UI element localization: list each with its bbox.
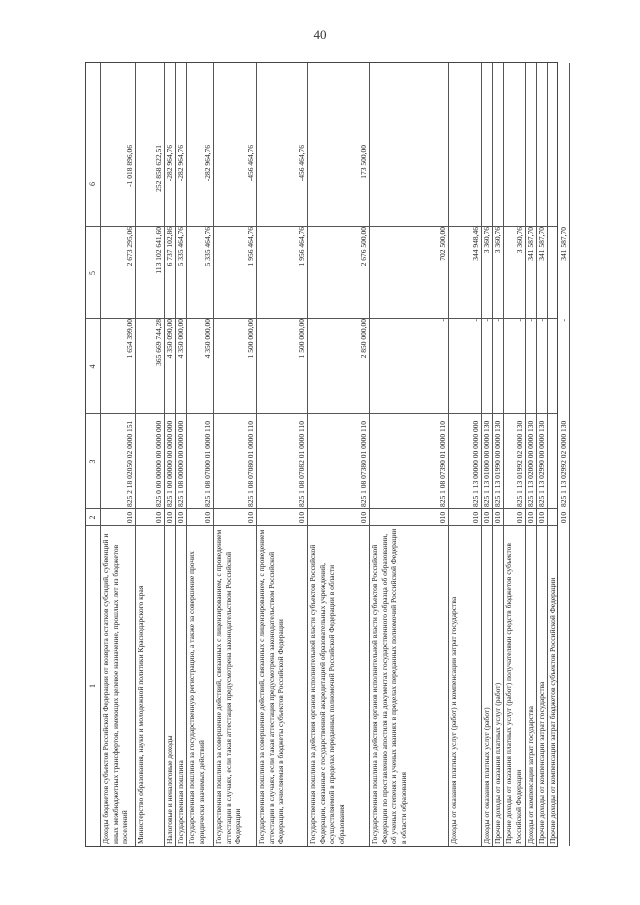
row-budget-code: 825 2 18 02050 02 0000 151 [125,420,134,507]
row-value-col5: 341 587,70 [537,227,546,261]
row-value-col6: -282 964,76 [176,145,185,182]
row-budget-code: 825 1 13 01990 00 0000 130 [493,420,502,507]
row-code: 010 [176,511,185,524]
row-code: 010 [154,511,163,524]
row-name: Прочие доходы от компенсации затрат государства [537,681,546,844]
row-value-col6: -282 964,76 [203,145,212,182]
row-value-col5: 3 360,76 [515,227,524,254]
row-value-col5: 113 102 641,60 [154,227,163,274]
row-budget-code: 825 1 13 01000 00 0000 130 [482,420,491,507]
row-value-col5: 5 335 464,76 [203,227,212,267]
row-budget-code: 825 1 13 02992 02 0000 130 [559,420,568,507]
row-value-col6 [471,145,481,225]
column-header: 4 [88,364,97,369]
row-code: 010 [297,511,306,524]
row-budget-code: 825 1 08 07082 01 0000 110 [297,421,306,507]
row-value-col5: 341 587,70 [559,227,568,261]
revenue-table [85,62,568,847]
row-value-col5: 3 360,76 [482,227,491,254]
row-value-col5: 5 335 464,76 [176,227,185,267]
row-budget-code: 825 1 08 07390 01 0000 110 [438,421,447,507]
row-budget-code: 825 1 13 00000 00 0000 000 [471,420,480,507]
row-value-col4: 1 500 000,00 [246,319,255,359]
row-name: Доходы от оказания платных услуг (работ) и компенсации затрат государства [449,596,458,844]
column-header: 6 [88,182,97,186]
row-value-col4: 365 669 744,28 [154,319,163,366]
row-name: Доходы от оказания платных услуг (работ) [482,707,491,844]
row-value-col6 [537,145,547,225]
row-budget-code: 825 0 00 00000 00 0000 000 [154,420,163,507]
row-code: 010 [246,511,255,524]
row-name: Прочие доходы от компенсации затрат бюджетов субъектов Российской Федерации [548,577,557,844]
row-name: Государственная пошлина за государственную регистрацию, а также за совершение прочих юридически значимых действий [187,551,206,844]
row-code: 010 [165,511,174,524]
row-value-col6: -456 464,76 [246,145,255,182]
row-code: 010 [203,511,212,524]
row-name: Доходы от компенсации затрат государства [526,706,535,844]
column-header: 1 [88,684,97,688]
row-code: 010 [559,511,568,524]
row-budget-code: 825 1 08 00000 00 0000 000 [176,420,185,507]
row-name: Доходы бюджетов субъектов Российской Федерации от возврата остатков субсидий, субвенций и иных межбюджетных трансфертов, имеющих целевое назначение, прошлых лет из бюджетов поселений [101,533,130,844]
row-value-col5: 1 956 464,76 [246,227,255,267]
row-name: Прочие доходы от оказания платных услуг (работ) [493,682,502,844]
row-value-col4: - [471,319,480,322]
row-budget-code: 825 1 13 01992 02 0000 130 [515,420,524,507]
row-name: Государственная пошлина за совершение действий, связанных с лицензированием, с проведением аттестации в случаях, если такая аттестация предусмотрена законодательством Российской Федерации [214,529,243,844]
row-budget-code: 825 1 00 00000 00 0000 000 [165,420,174,507]
row-value-col5: 341 587,70 [526,227,535,261]
row-budget-code: 825 1 13 02990 00 0000 130 [537,420,546,507]
row-value-col6: -282 964,76 [165,145,174,182]
row-budget-code: 825 1 13 02000 00 0000 130 [526,420,535,507]
row-code: 010 [359,511,368,524]
row-value-col6 [482,145,492,225]
row-value-col4: 4 350 000,00 [203,319,212,359]
row-name: Налоговые и неналоговые доходы [165,735,174,844]
row-code: 010 [438,511,447,524]
row-value-col6 [493,145,503,225]
row-code: 010 [482,511,491,524]
column-header: 5 [88,271,97,275]
row-value-col5: 1 956 464,76 [297,227,306,267]
row-name: Государственная пошлина за действия органов исполнительной власти субъектов Российской Федерации, связанные с государственной аккредитацией образовательных учреждений, осуществляемой в пределах переданных полномочий Российской Федерации в области образования [308,544,346,844]
row-value-col4: - [515,319,524,322]
row-value-col5: 6 737 102,86 [165,227,174,267]
page-number: 40 [313,27,327,42]
row-budget-code: 825 1 08 07000 01 0000 110 [203,421,212,507]
row-value-col6: 252 858 622,51 [154,145,163,192]
row-value-col5: 344 948,46 [471,227,480,261]
row-value-col4: - [493,319,502,322]
row-code: 010 [537,511,546,524]
column-header: 2 [88,515,97,520]
row-value-col6 [438,145,448,225]
row-value-col6: -456 464,76 [297,145,306,182]
row-value-col6: -1 018 896,06 [125,145,134,187]
row-value-col4: 4 350 090,00 [165,319,174,359]
row-code: 010 [526,511,535,524]
row-value-col4: 1 654 399,00 [125,319,134,359]
row-value-col4: 1 500 000,00 [297,319,306,359]
row-code: 010 [471,511,480,524]
row-code: 010 [125,511,134,524]
row-budget-code: 825 1 08 07080 01 0000 110 [246,421,255,507]
row-value-col4: - [526,319,535,322]
row-value-col6 [559,145,569,225]
row-value-col5: 702 500,00 [438,227,447,261]
row-name: Государственная пошлина за действия органов исполнительной власти субъектов Российской Федерации по проставлению апостиля на документах государственного образца об образовании, об ученых степенях и ученых званиях в пределах переданных полномочий Российской Федерации в области образования [370,528,408,844]
column-divider [86,508,557,509]
row-value-col5: 3 360,76 [493,227,502,254]
row-value-col6 [515,145,525,225]
row-name: Государственная пошлина за совершение действий, связанных с лицензированием, с проведением аттестации в случаях, если такая аттестация предусмотрена законодательством Российской Федерации, зачисляемая в бюджеты субъектов Российской Федерации [257,529,286,844]
row-name: Государственная пошлина [176,760,185,844]
row-name: Прочие доходы от оказания платных услуг (работ) получателями средств бюджетов субъектов Российской Федерации [504,543,523,844]
row-value-col4: - [559,319,568,322]
row-value-col5: 2 673 295,06 [125,227,134,267]
column-header: 3 [88,459,97,464]
row-value-col5: 2 676 500,00 [359,227,368,267]
row-value-col6 [526,145,536,225]
row-value-col4: 2 850 000,00 [359,319,368,359]
row-code: 010 [493,511,502,524]
row-name: Министерство образования, науки и молодежной политики Краснодарского края [136,585,145,844]
row-budget-code: 825 1 08 07380 01 0000 110 [359,421,368,507]
row-value-col4: - [438,319,447,322]
row-value-col4: - [537,319,546,322]
row-code: 010 [515,511,524,524]
row-value-col4: 4 350 000,00 [176,319,185,359]
row-divider [569,63,570,846]
row-value-col4: - [482,319,491,322]
row-value-col6: 173 500,00 [359,145,368,179]
